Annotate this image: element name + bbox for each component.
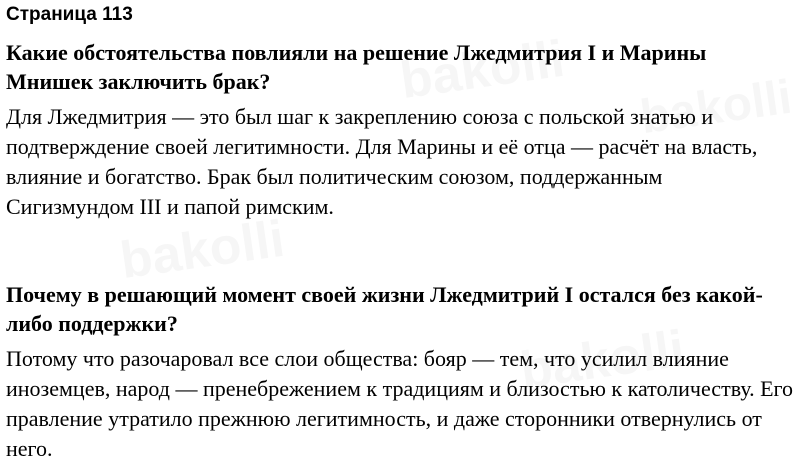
qa-item	[6, 38, 794, 222]
page-label: Страница 113	[6, 4, 133, 25]
question-text: Какие обстоятельства повлияли на решение Лжедмитрия I и Марины Мнишек заключить брак?	[6, 40, 707, 94]
qa-item	[6, 280, 794, 464]
answer-text: Для Лжедмитрия — это был шаг к закреплению союза с польской знатью и подтверждение своей легитимности. Для Марины и её отца — расчёт на власть, влияние и богатство. Брак был политическим союзом, поддержанным Сигизмундом III и папой римским.	[6, 104, 758, 219]
answer-text: Потому что разочаровал все слои общества: бояр — тем, что усилил влияние иноземцев, народ — пренебрежением к традициям и близостью к католичеству. Его правление утратило прежнюю легитимность, и даже сторонники отвернулись от него.	[6, 346, 794, 461]
question-text: Почему в решающий момент своей жизни Лжедмитрий I остался без какой-либо поддержки?	[6, 282, 763, 336]
